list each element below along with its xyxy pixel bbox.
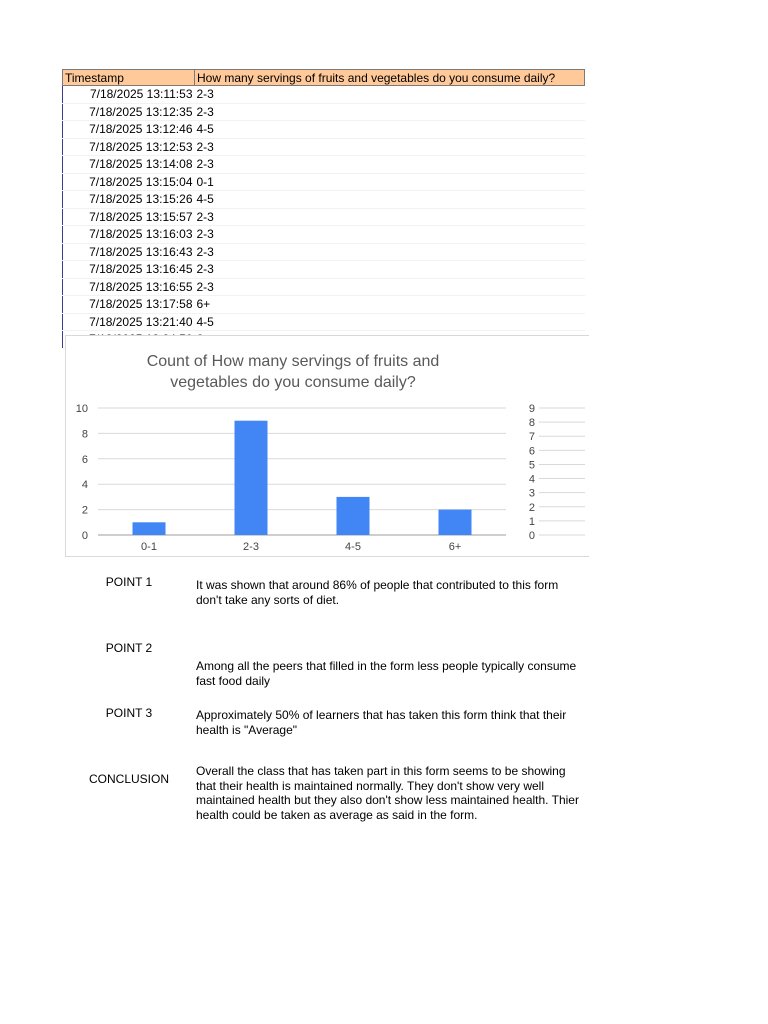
timestamp-cell[interactable]: 7/18/2025 13:14:08 xyxy=(63,156,195,174)
servings-cell[interactable]: 6+ xyxy=(195,296,585,314)
servings-cell[interactable]: 0-1 xyxy=(195,173,585,191)
timestamp-cell[interactable]: 7/18/2025 13:15:04 xyxy=(63,173,195,191)
table-row xyxy=(63,138,585,156)
header-timestamp[interactable]: Timestamp xyxy=(63,70,195,86)
timestamp-cell[interactable]: 7/18/2025 13:16:03 xyxy=(63,226,195,244)
timestamp-cell[interactable]: 7/18/2025 13:17:58 xyxy=(63,296,195,314)
chart-title-line: vegetables do you consume daily? xyxy=(170,374,416,391)
table-row xyxy=(63,191,585,209)
y-tick-label: 1 xyxy=(528,515,535,528)
x-tick-label: 6+ xyxy=(448,541,462,553)
header-question[interactable]: How many servings of fruits and vegetables do you consume daily? xyxy=(195,70,585,86)
bar-4-5[interactable] xyxy=(337,497,370,535)
chart-title-line: Count of How many servings of fruits and xyxy=(146,353,440,370)
point-1-label: POINT 1 xyxy=(105,575,153,589)
timestamp-cell[interactable]: 7/18/2025 13:12:35 xyxy=(63,103,195,121)
table-row xyxy=(63,296,585,314)
conclusion-text: Overall the class that has taken part in this form seems to be showing that their health is maintained normally. They don't show very well maintained health but they also don't show less maintained health. Thier health could be taken as average as said in the form. xyxy=(196,764,579,822)
table-row xyxy=(63,103,585,121)
timestamp-cell[interactable]: 7/18/2025 13:12:53 xyxy=(63,138,195,156)
header-row xyxy=(63,70,585,86)
table-row xyxy=(63,226,585,244)
y-tick-label: 4 xyxy=(528,473,535,486)
timestamp-cell[interactable]: 7/18/2025 13:12:46 xyxy=(63,121,195,139)
table-row xyxy=(63,121,585,139)
servings-cell[interactable]: 2-3 xyxy=(195,261,585,279)
y-tick-label: 2 xyxy=(528,501,535,514)
x-tick-label: 2-3 xyxy=(243,541,259,553)
x-tick-label: 0-1 xyxy=(141,541,157,553)
servings-cell[interactable]: 2-3 xyxy=(195,103,585,121)
servings-chart-svg xyxy=(66,336,520,556)
timestamp-cell[interactable]: 7/18/2025 13:16:45 xyxy=(63,261,195,279)
bar-2-3[interactable] xyxy=(235,421,268,535)
y-tick-label: 6 xyxy=(81,453,88,466)
y-tick-label: 8 xyxy=(528,417,535,430)
y-tick-label: 6 xyxy=(528,445,535,458)
timestamp-cell[interactable]: 7/18/2025 13:16:43 xyxy=(63,243,195,261)
servings-cell[interactable]: 2-3 xyxy=(195,156,585,174)
y-tick-label: 10 xyxy=(75,403,88,415)
servings-cell[interactable]: 2-3 xyxy=(195,86,585,104)
timestamp-cell[interactable]: 7/18/2025 13:21:40 xyxy=(63,313,195,331)
point-2-label: POINT 2 xyxy=(105,641,153,655)
point-1-text: It was shown that around 86% of people that contributed to this form don't take any sorts of diet. xyxy=(196,578,559,607)
y-tick-label: 7 xyxy=(528,431,535,444)
timestamp-cell[interactable]: 7/18/2025 13:11:53 xyxy=(63,86,195,104)
table-row xyxy=(63,208,585,226)
table-row xyxy=(63,243,585,261)
y-tick-label: 9 xyxy=(528,403,535,415)
y-tick-label: 0 xyxy=(81,530,88,542)
servings-cell[interactable]: 4-5 xyxy=(195,191,585,209)
servings-cell[interactable]: 2-3 xyxy=(195,226,585,244)
timestamp-cell[interactable]: 7/18/2025 13:15:26 xyxy=(63,191,195,209)
responses-table xyxy=(62,69,585,349)
y-tick-label: 3 xyxy=(528,487,535,500)
timestamp-cell[interactable]: 7/18/2025 13:16:55 xyxy=(63,278,195,296)
servings-cell[interactable]: 4-5 xyxy=(195,121,585,139)
y-tick-label: 2 xyxy=(81,504,88,517)
timestamp-cell[interactable]: 7/18/2025 13:15:57 xyxy=(63,208,195,226)
table-row xyxy=(63,313,585,331)
bar-0-1[interactable] xyxy=(133,522,166,535)
point-3-text: Approximately 50% of learners that has taken this form think that their health is "Average" xyxy=(196,708,567,737)
y-tick-label: 0 xyxy=(528,530,535,542)
table-row xyxy=(63,261,585,279)
y-tick-label: 5 xyxy=(528,459,535,472)
servings-cell[interactable]: 2-3 xyxy=(195,243,585,261)
partial-chart[interactable] xyxy=(519,335,589,557)
table-row xyxy=(63,173,585,191)
table-row xyxy=(63,278,585,296)
x-tick-label: 4-5 xyxy=(345,541,361,553)
y-tick-label: 4 xyxy=(81,479,88,492)
servings-cell[interactable]: 2-3 xyxy=(195,208,585,226)
servings-chart[interactable] xyxy=(65,335,521,557)
servings-cell[interactable]: 2-3 xyxy=(195,138,585,156)
conclusion-label: CONCLUSION xyxy=(88,772,169,786)
partial-chart-svg xyxy=(519,336,589,556)
servings-cell[interactable]: 4-5 xyxy=(195,313,585,331)
point-2-text: Among all the peers that filled in the form less people typically consume fast food daily xyxy=(196,659,577,688)
y-tick-label: 8 xyxy=(81,428,88,441)
table-row xyxy=(63,156,585,174)
point-3-label: POINT 3 xyxy=(105,706,153,720)
servings-cell[interactable]: 2-3 xyxy=(195,278,585,296)
table-row xyxy=(63,86,585,104)
bar-6+[interactable] xyxy=(439,510,472,535)
